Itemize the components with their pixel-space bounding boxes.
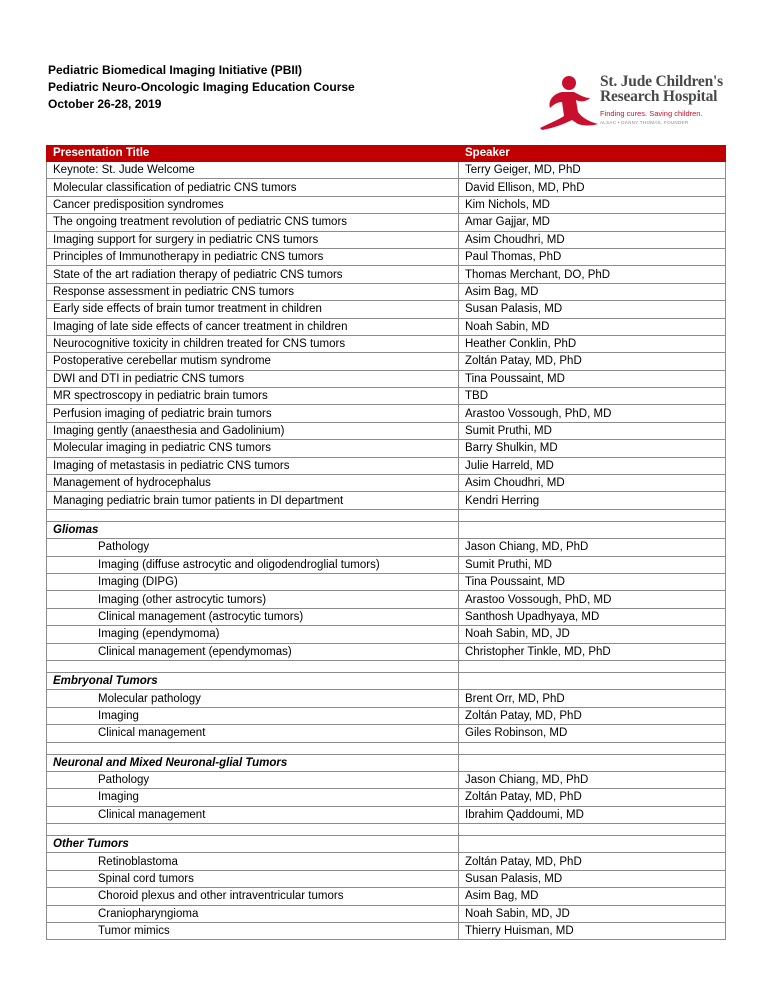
hospital-name-line1: St. Jude Children's — [600, 73, 723, 90]
spacer-row — [47, 824, 726, 836]
spacer-cell — [459, 509, 726, 521]
presentation-title: Clinical management (ependymomas) — [47, 643, 459, 660]
hospital-tagline: Finding cures. Saving children. — [600, 109, 703, 118]
table-header-row — [47, 146, 726, 162]
speaker-name: Thierry Huisman, MD — [459, 923, 726, 940]
presentation-title: Imaging gently (anaesthesia and Gadolinium) — [47, 422, 459, 439]
presentation-title: Clinical management — [47, 806, 459, 823]
presentation-title: Molecular imaging in pediatric CNS tumors — [47, 440, 459, 457]
table-row — [47, 725, 726, 742]
table-row — [47, 643, 726, 660]
presentation-title: Perfusion imaging of pediatric brain tumors — [47, 405, 459, 422]
speaker-name: Heather Conklin, PhD — [459, 335, 726, 352]
section-title: Other Tumors — [47, 836, 459, 853]
speaker-name: Noah Sabin, MD, JD — [459, 626, 726, 643]
presentation-title: Spinal cord tumors — [47, 870, 459, 887]
spacer-row — [47, 660, 726, 672]
speaker-name: Zoltán Patay, MD, PhD — [459, 789, 726, 806]
table-body — [47, 162, 726, 940]
spacer-row — [47, 509, 726, 521]
table-row — [47, 923, 726, 940]
presentation-title: Neurocognitive toxicity in children treated for CNS tumors — [47, 335, 459, 352]
presentation-title: Early side effects of brain tumor treatment in children — [47, 301, 459, 318]
table-row — [47, 179, 726, 196]
section-speaker-blank — [459, 836, 726, 853]
spacer-cell — [47, 824, 459, 836]
presentation-title: Cancer predisposition syndromes — [47, 196, 459, 213]
speaker-name: Kim Nichols, MD — [459, 196, 726, 213]
column-header-speaker: Speaker — [459, 146, 726, 162]
presentation-title: Response assessment in pediatric CNS tumors — [47, 283, 459, 300]
section-header-row — [47, 836, 726, 853]
presentation-title: Imaging — [47, 789, 459, 806]
section-title: Neuronal and Mixed Neuronal-glial Tumors — [47, 754, 459, 771]
table-row — [47, 591, 726, 608]
speaker-name: Jason Chiang, MD, PhD — [459, 771, 726, 788]
speaker-name: Arastoo Vossough, PhD, MD — [459, 405, 726, 422]
speaker-name: Amar Gajjar, MD — [459, 214, 726, 231]
speaker-name: Barry Shulkin, MD — [459, 440, 726, 457]
presentation-title: Principles of Immunotherapy in pediatric CNS tumors — [47, 248, 459, 265]
speaker-name: Susan Palasis, MD — [459, 301, 726, 318]
table-row — [47, 771, 726, 788]
speaker-name: Kendri Herring — [459, 492, 726, 509]
presentation-title: Molecular pathology — [47, 690, 459, 707]
presentation-title: Choroid plexus and other intraventricular tumors — [47, 888, 459, 905]
presentation-title: The ongoing treatment revolution of pediatric CNS tumors — [47, 214, 459, 231]
initiative-title: Pediatric Biomedical Imaging Initiative (PBII) — [48, 63, 303, 77]
speaker-name: Paul Thomas, PhD — [459, 248, 726, 265]
presentation-title: Clinical management — [47, 725, 459, 742]
speaker-name: Zoltán Patay, MD, PhD — [459, 853, 726, 870]
table-row — [47, 422, 726, 439]
table-row — [47, 440, 726, 457]
table-row — [47, 388, 726, 405]
table-row — [47, 457, 726, 474]
table-row — [47, 405, 726, 422]
speaker-name: Sumit Pruthi, MD — [459, 556, 726, 573]
presentation-title: Imaging (diffuse astrocytic and oligodendroglial tumors) — [47, 556, 459, 573]
presentation-title: MR spectroscopy in pediatric brain tumors — [47, 388, 459, 405]
speaker-name: Santhosh Upadhyaya, MD — [459, 608, 726, 625]
section-header-row — [47, 672, 726, 689]
table-row — [47, 888, 726, 905]
course-dates: October 26-28, 2019 — [48, 97, 162, 111]
speaker-name: Tina Poussaint, MD — [459, 370, 726, 387]
document-header — [48, 62, 355, 113]
spacer-cell — [459, 742, 726, 754]
presentation-title: Molecular classification of pediatric CNS tumors — [47, 179, 459, 196]
section-speaker-blank — [459, 754, 726, 771]
speaker-name: Julie Harreld, MD — [459, 457, 726, 474]
speaker-name: Sumit Pruthi, MD — [459, 422, 726, 439]
table-row — [47, 853, 726, 870]
presentation-title: Imaging of late side effects of cancer treatment in children — [47, 318, 459, 335]
table-row — [47, 905, 726, 922]
table-row — [47, 556, 726, 573]
speaker-name: Asim Bag, MD — [459, 283, 726, 300]
section-header-row — [47, 521, 726, 538]
presentation-title: Imaging (DIPG) — [47, 573, 459, 590]
hospital-name — [600, 74, 723, 104]
table-row — [47, 690, 726, 707]
speaker-name: Zoltán Patay, MD, PhD — [459, 707, 726, 724]
speaker-name: Zoltán Patay, MD, PhD — [459, 353, 726, 370]
table-row — [47, 162, 726, 179]
spacer-cell — [459, 660, 726, 672]
speaker-name: TBD — [459, 388, 726, 405]
section-title: Embryonal Tumors — [47, 672, 459, 689]
speaker-name: Tina Poussaint, MD — [459, 573, 726, 590]
table-row — [47, 539, 726, 556]
founder-line: ALSAC • DANNY THOMAS, FOUNDER — [600, 120, 689, 125]
presentation-title: Imaging of metastasis in pediatric CNS tumors — [47, 457, 459, 474]
table-row — [47, 707, 726, 724]
speaker-name: Christopher Tinkle, MD, PhD — [459, 643, 726, 660]
presentation-title: State of the art radiation therapy of pediatric CNS tumors — [47, 266, 459, 283]
section-title: Gliomas — [47, 521, 459, 538]
table-row — [47, 573, 726, 590]
presentation-schedule-table — [46, 145, 726, 940]
table-row — [47, 353, 726, 370]
table-row — [47, 789, 726, 806]
speaker-name: Thomas Merchant, DO, PhD — [459, 266, 726, 283]
presentation-title: Tumor mimics — [47, 923, 459, 940]
presentation-title: Imaging support for surgery in pediatric CNS tumors — [47, 231, 459, 248]
presentation-title: Keynote: St. Jude Welcome — [47, 162, 459, 179]
table-row — [47, 492, 726, 509]
course-title: Pediatric Neuro-Oncologic Imaging Education Course — [48, 80, 355, 94]
table-row — [47, 608, 726, 625]
table-row — [47, 870, 726, 887]
table-row — [47, 214, 726, 231]
table-row — [47, 301, 726, 318]
presentation-title: Retinoblastoma — [47, 853, 459, 870]
speaker-name: Asim Bag, MD — [459, 888, 726, 905]
speaker-name: Jason Chiang, MD, PhD — [459, 539, 726, 556]
speaker-name: Asim Choudhri, MD — [459, 231, 726, 248]
table-row — [47, 196, 726, 213]
section-header-row — [47, 754, 726, 771]
presentation-title: Managing pediatric brain tumor patients in DI department — [47, 492, 459, 509]
speaker-name: Noah Sabin, MD — [459, 318, 726, 335]
spacer-cell — [47, 660, 459, 672]
table-row — [47, 231, 726, 248]
table-row — [47, 318, 726, 335]
spacer-row — [47, 742, 726, 754]
spacer-cell — [459, 824, 726, 836]
presentation-title: Imaging (ependymoma) — [47, 626, 459, 643]
column-header-title: Presentation Title — [47, 146, 459, 162]
speaker-name: Terry Geiger, MD, PhD — [459, 162, 726, 179]
st-jude-logo — [538, 72, 728, 132]
presentation-title: DWI and DTI in pediatric CNS tumors — [47, 370, 459, 387]
child-figure-icon — [538, 72, 600, 132]
table-row — [47, 626, 726, 643]
table-row — [47, 266, 726, 283]
hospital-name-line2: Research Hospital — [600, 88, 718, 105]
section-speaker-blank — [459, 521, 726, 538]
speaker-name: Ibrahim Qaddoumi, MD — [459, 806, 726, 823]
spacer-cell — [47, 742, 459, 754]
spacer-cell — [47, 509, 459, 521]
table-row — [47, 806, 726, 823]
presentation-title: Postoperative cerebellar mutism syndrome — [47, 353, 459, 370]
presentation-title: Imaging — [47, 707, 459, 724]
table-row — [47, 475, 726, 492]
section-speaker-blank — [459, 672, 726, 689]
presentation-title: Clinical management (astrocytic tumors) — [47, 608, 459, 625]
speaker-name: Noah Sabin, MD, JD — [459, 905, 726, 922]
presentation-title: Imaging (other astrocytic tumors) — [47, 591, 459, 608]
presentation-title: Management of hydrocephalus — [47, 475, 459, 492]
speaker-name: David Ellison, MD, PhD — [459, 179, 726, 196]
speaker-name: Brent Orr, MD, PhD — [459, 690, 726, 707]
speaker-name: Arastoo Vossough, PhD, MD — [459, 591, 726, 608]
table-row — [47, 283, 726, 300]
table-row — [47, 335, 726, 352]
speaker-name: Susan Palasis, MD — [459, 870, 726, 887]
presentation-title: Pathology — [47, 771, 459, 788]
table-row — [47, 370, 726, 387]
presentation-title: Pathology — [47, 539, 459, 556]
table-row — [47, 248, 726, 265]
speaker-name: Asim Choudhri, MD — [459, 475, 726, 492]
presentation-title: Craniopharyngioma — [47, 905, 459, 922]
speaker-name: Giles Robinson, MD — [459, 725, 726, 742]
